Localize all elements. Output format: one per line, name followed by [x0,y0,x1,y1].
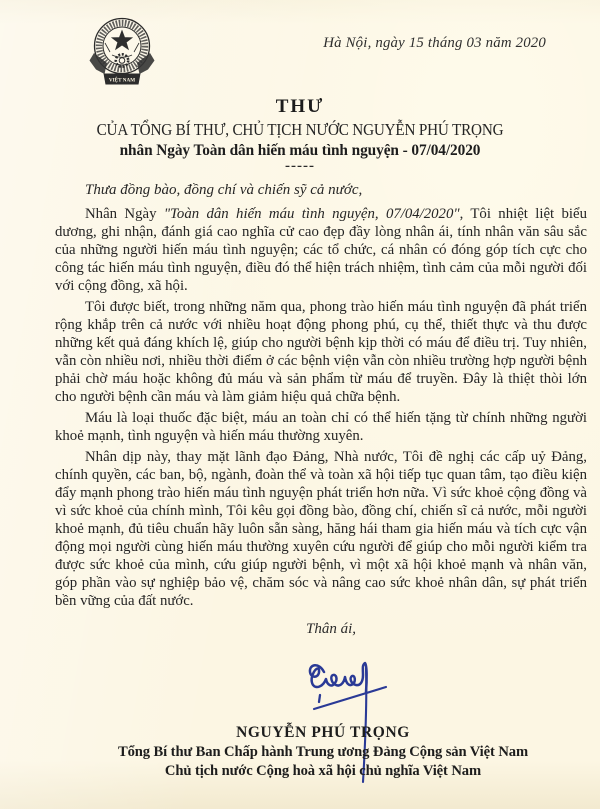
letter-paragraph: Nhân Ngày "Toàn dân hiến máu tình nguyện, 07/04/2020", Tôi nhiệt liệt biểu dương, ghi nhận, đánh giá cao nghĩa cử cao đẹp đầy lòng nhân ái, tính nhân văn sâu sắc của những người hiến máu tình nguyện; các tổ chức, cá nhân có đóng góp tích cực cho công tác hiến máu tình nguyện, điều đó thể hiện trách nhiệm, tình cảm của mỗi người đối với cộng đồng, xã hội. [55,206,587,294]
signer-name: NGUYỄN PHÚ TRỌNG [236,724,410,741]
emblem-caption: VIỆT NAM [108,77,136,84]
letter-body [55,181,587,610]
letter-title: THƯ [275,96,325,117]
signoff-block [23,723,600,781]
title-divider: ----- [285,158,315,174]
letter-paragraph: Nhân dịp này, thay mặt lãnh đạo Đảng, Nhà nước, Tôi đề nghị các cấp uỷ Đảng, chính quyền, các ban, bộ, ngành, đoàn thể và toàn xã hội tiếp tục quan tâm, tạo điều kiện đẩy mạnh phong trào hiến máu tình nguyện phát triển hơn nữa. Vì sức khoẻ cộng đồng và vì sức khoẻ của chính mình, Tôi kêu gọi đồng bào, đồng chí, chiến sĩ cả nước, mỗi người khoẻ mạnh, đủ tiêu chuẩn hãy luôn sẵn sàng, hăng hái tham gia hiến máu và tích cực vận động mọi người cùng hiến máu thường xuyên cứu người để giúp cho mỗi người kiểm tra được sức khoẻ của mình, cứu giúp người bệnh, vì một xã hội khoẻ mạnh và nhân văn, góp phần vào sự nghiệp bảo vệ, chăm sóc và nâng cao sức khoẻ nhân dân, sự phát triển bền vững của đất nước. [55,449,587,609]
letter-paragraph: Máu là loại thuốc đặc biệt, máu an toàn chỉ có thể hiến tặng từ chính những người khoẻ mạnh, tình nguyện và hiến máu thường xuyên. [55,410,587,444]
salutation: Thưa đồng bào, đồng chí và chiến sỹ cả nước, [85,182,363,198]
signer-title-party: Tổng Bí thư Ban Chấp hành Trung ương Đảng Cộng sản Việt Nam [117,744,529,760]
place-date-line: Hà Nội, ngày 15 tháng 03 năm 2020 [323,35,546,51]
signer-title-state: Chủ tịch nước Cộng hoà xã hội chủ nghĩa Việt Nam [164,763,482,779]
vietnam-national-emblem [83,12,161,92]
star-icon [111,30,133,51]
letter-from-line: CỦA TỔNG BÍ THƯ, CHỦ TỊCH NƯỚC NGUYỄN PHÚ TRỌNG [96,120,504,139]
closing-phrase: Thân ái, [305,621,356,637]
letter-paragraph: Tôi được biết, trong những năm qua, phong trào hiến máu tình nguyện đã phát triển rộng khắp trên cả nước với nhiều hoạt động phong phú, cụ thể, thiết thực và thu được những kết quả đáng khích lệ, giúp cho người bệnh kịp thời có máu để điều trị. Tuy nhiên, vẫn còn nhiều nơi, nhiều thời điểm ở các bệnh viện vẫn còn nhiều trường hợp người bệnh phải chờ máu hoặc không đủ máu và sản phẩm từ máu để truyền. Đây là thiệt thòi lớn cho người bệnh cần máu và làm giảm hiệu quả chữa bệnh. [55,299,587,405]
letter-occasion-line: nhân Ngày Toàn dân hiến máu tình nguyện - 07/04/2020 [119,142,481,159]
